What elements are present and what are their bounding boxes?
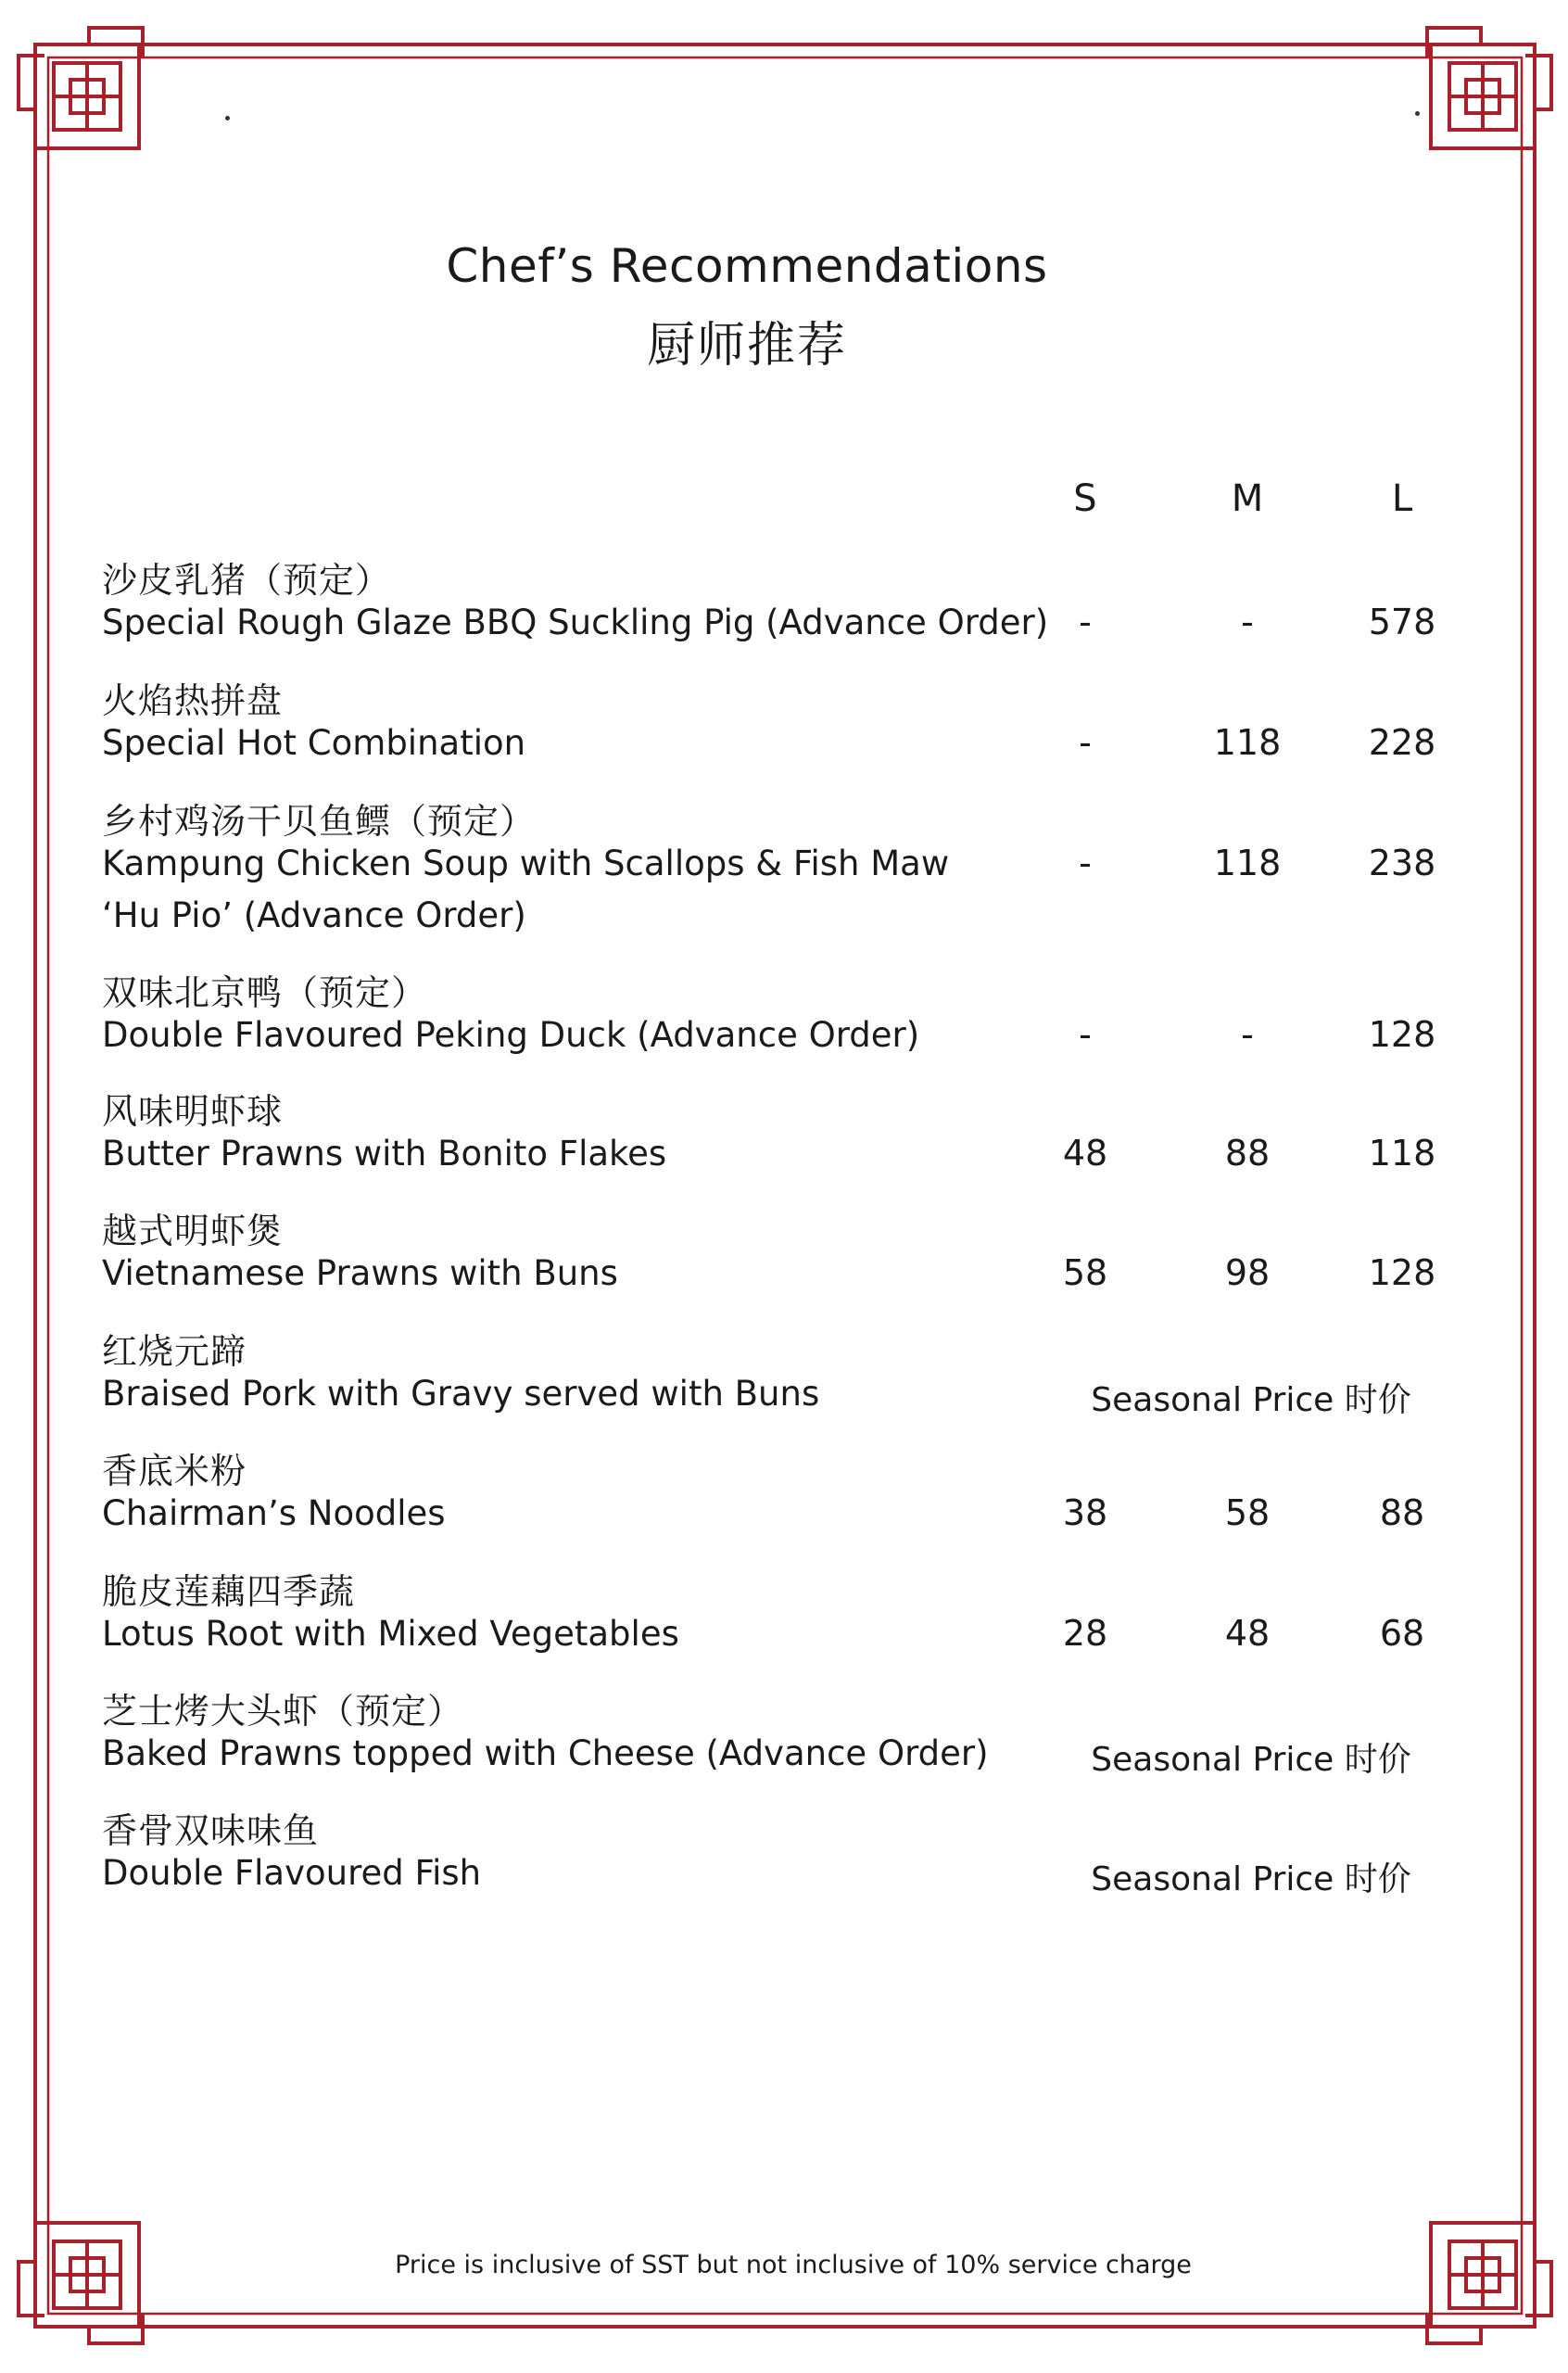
dish-name-chinese: 芝士烤大头虾（预定） (102, 1691, 464, 1732)
seasonal-price: Seasonal Price 时价 (1091, 1381, 1411, 1419)
price-m: 118 (1213, 843, 1282, 883)
dish-name-english: Special Rough Glaze BBQ Suckling Pig (Advance Order) (102, 603, 1049, 642)
price-m: 98 (1224, 1252, 1271, 1293)
page-title-chinese: 厨师推荐 (646, 318, 847, 374)
dish-name-chinese: 香骨双味味鱼 (102, 1810, 320, 1851)
dish-name-english: ‘Hu Pio’ (Advance Order) (102, 895, 526, 935)
price-l: 88 (1379, 1492, 1425, 1533)
price-l: 118 (1368, 1133, 1436, 1174)
column-header-l: L (1391, 477, 1413, 520)
seasonal-price: Seasonal Price 时价 (1091, 1741, 1411, 1779)
dish-name-chinese: 沙皮乳猪（预定） (102, 560, 392, 601)
seasonal-price: Seasonal Price 时价 (1091, 1860, 1411, 1898)
dish-name-english: Baked Prawns topped with Cheese (Advance Order) (102, 1733, 989, 1773)
dish-name-english: Lotus Root with Mixed Vegetables (102, 1614, 679, 1654)
dish-name-chinese: 火焰热拼盘 (102, 680, 284, 721)
price-s: - (1079, 1014, 1092, 1055)
dish-name-english: Double Flavoured Fish (102, 1853, 482, 1893)
dish-name-english: Butter Prawns with Bonito Flakes (102, 1134, 667, 1174)
page-title: Chef’s Recommendations (446, 239, 1048, 293)
paper-speck (1415, 111, 1420, 116)
dish-name-chinese: 乡村鸡汤干贝鱼鳔（预定） (102, 801, 537, 842)
dish-name-english: Vietnamese Prawns with Buns (102, 1253, 618, 1293)
price-s: - (1079, 843, 1092, 883)
paper-speck (225, 116, 230, 121)
price-s: 38 (1062, 1492, 1108, 1533)
column-header-s: S (1073, 477, 1097, 520)
price-s: 58 (1062, 1252, 1108, 1293)
price-m: - (1241, 1014, 1254, 1055)
price-l: 238 (1368, 843, 1436, 883)
price-m: 48 (1224, 1613, 1271, 1654)
dish-name-english: Chairman’s Noodles (102, 1493, 446, 1533)
dish-name-chinese: 脆皮莲藕四季蔬 (102, 1571, 356, 1612)
price-m: 118 (1213, 722, 1282, 763)
price-l: 68 (1379, 1613, 1425, 1654)
dish-name-english: Braised Pork with Gravy served with Buns (102, 1374, 820, 1414)
price-m: 88 (1224, 1133, 1271, 1174)
price-s: - (1079, 722, 1092, 763)
price-l: 578 (1368, 602, 1436, 642)
dish-name-chinese: 风味明虾球 (102, 1091, 284, 1132)
price-l: 228 (1368, 722, 1436, 763)
price-l: 128 (1368, 1014, 1436, 1055)
price-s: 48 (1062, 1133, 1108, 1174)
price-s: - (1079, 602, 1092, 642)
dish-name-english: Kampung Chicken Soup with Scallops & Fish Maw (102, 844, 950, 883)
price-m: - (1241, 602, 1254, 642)
dish-name-english: Special Hot Combination (102, 723, 526, 763)
service-charge-footnote: Price is inclusive of SST but not inclusive of 10% service charge (395, 2251, 1192, 2279)
dish-name-english: Double Flavoured Peking Duck (Advance Order) (102, 1015, 920, 1055)
dish-name-chinese: 双味北京鸭（预定） (102, 972, 428, 1013)
dish-name-chinese: 红烧元蹄 (102, 1331, 247, 1372)
dish-name-chinese: 香底米粉 (102, 1451, 247, 1491)
price-l: 128 (1368, 1252, 1436, 1293)
price-m: 58 (1224, 1492, 1271, 1533)
dish-name-chinese: 越式明虾煲 (102, 1211, 284, 1251)
column-header-m: M (1231, 477, 1264, 520)
price-s: 28 (1062, 1613, 1108, 1654)
